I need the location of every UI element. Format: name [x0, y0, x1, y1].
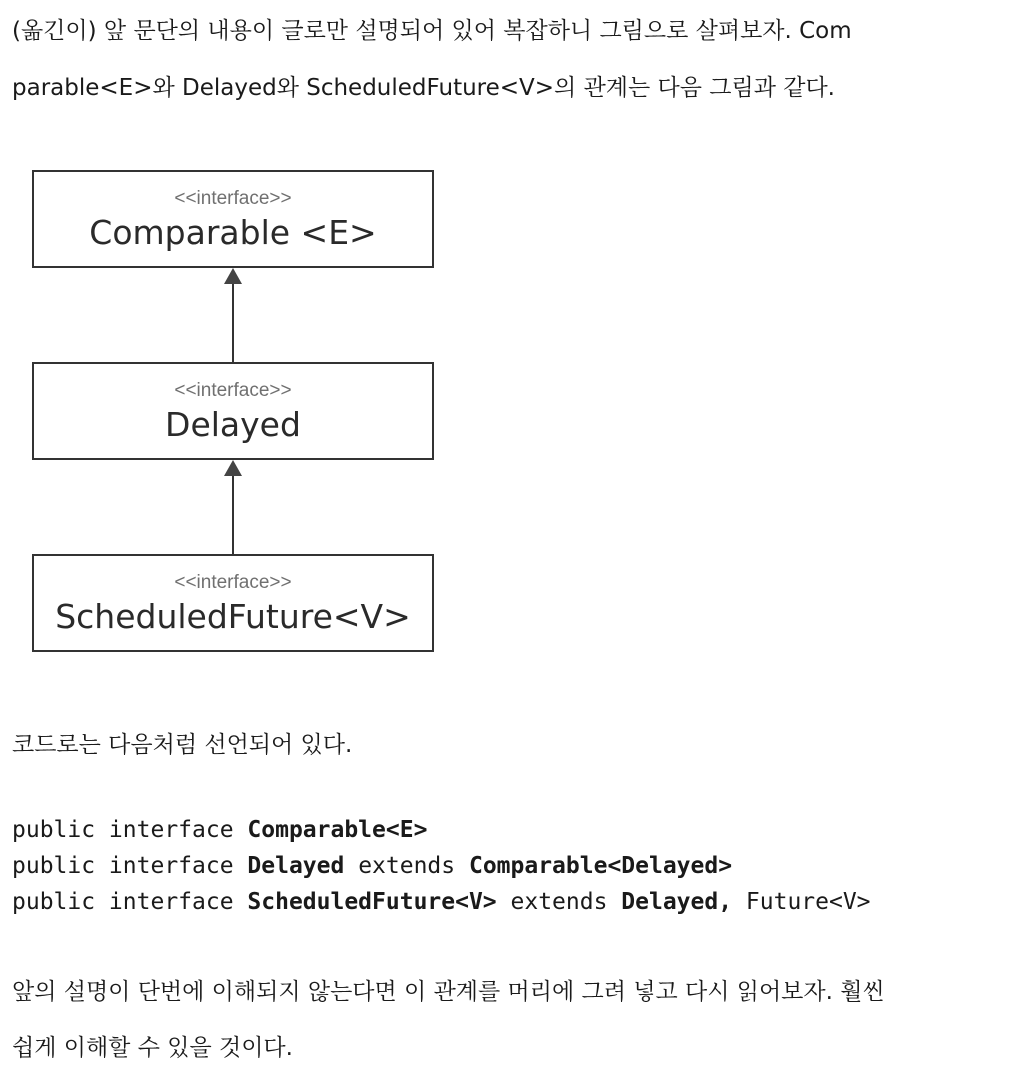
uml-box-delayed — [32, 362, 434, 460]
stereotype-label: <<interface>> — [174, 380, 292, 401]
uml-box-comparable — [32, 170, 434, 268]
outro-line-1: 앞의 설명이 단번에 이해되지 않는다면 이 관계를 머리에 그려 넣고 다시 읽어보자. 훨씬 — [12, 979, 885, 1005]
arrowhead-comparable — [224, 268, 242, 284]
class-name: Comparable <E> — [89, 213, 377, 252]
class-name: ScheduledFuture<V> — [55, 597, 411, 636]
code-block — [12, 812, 871, 920]
code-line-2: public interface Delayed extends Comparable<Delayed> — [12, 853, 733, 879]
outro-line-2: 쉽게 이해할 수 있을 것이다. — [12, 1035, 293, 1061]
stereotype-label: <<interface>> — [174, 572, 292, 593]
code-line-3: public interface ScheduledFuture<V> extends Delayed, Future<V> — [12, 889, 871, 915]
intro-line-2: parable<E>와 Delayed와 ScheduledFuture<V>의 관계는 다음 그림과 같다. — [12, 75, 835, 101]
class-name: Delayed — [165, 405, 301, 444]
arrowhead-delayed — [224, 460, 242, 476]
uml-box-scheduled-future — [32, 554, 434, 652]
code-intro: 코드로는 다음처럼 선언되어 있다. — [12, 732, 353, 758]
intro-line-1: (옮긴이) 앞 문단의 내용이 글로만 설명되어 있어 복잡하니 그림으로 살펴보자. Com — [12, 18, 852, 44]
code-line-1: public interface Comparable<E> — [12, 817, 428, 843]
stereotype-label: <<interface>> — [174, 188, 292, 209]
